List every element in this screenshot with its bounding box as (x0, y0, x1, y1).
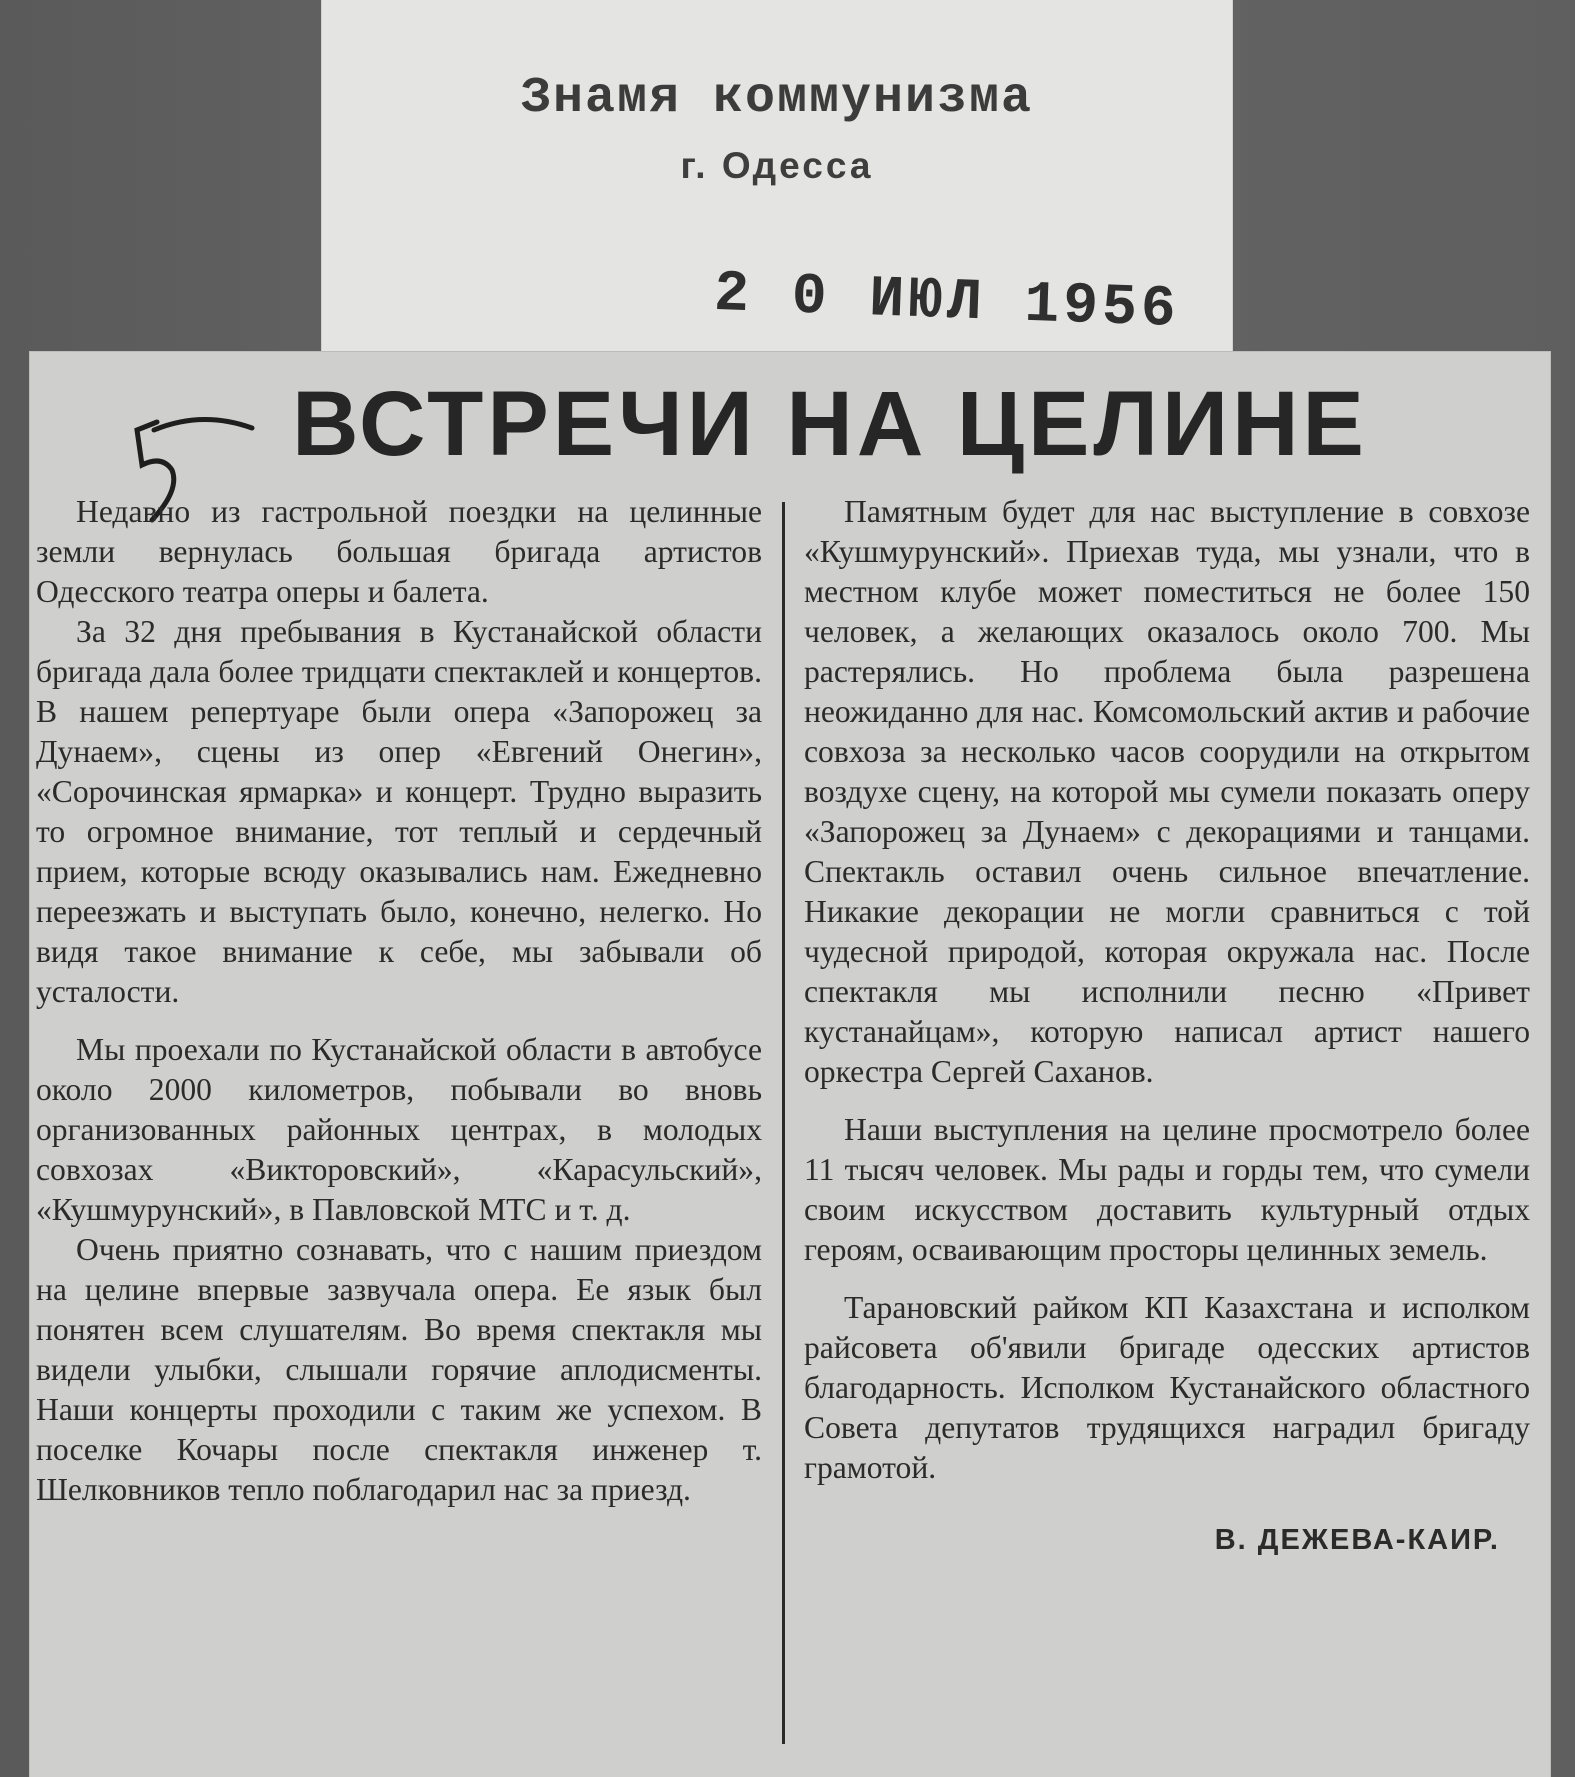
article-column-right (804, 492, 1530, 1560)
paragraph: Недавно из гастрольной поездки на целинные земли вернулась большая бригада артистов Одесского театра оперы и балета. (36, 494, 762, 609)
date-stamp: 2 0 ИЮЛ 1956 (713, 261, 1181, 344)
article-title: ВСТРЕЧИ НА ЦЕЛИНЕ (292, 373, 1368, 475)
paragraph: Очень приятно сознавать, что с нашим приездом на целине впервые зазвучала опера. Ее язык был понятен всем слушателям. Во время спектакля мы видели улыбки, слышали горячие аплодисменты. Наши концерты проходили с таким же успехом. В поселке Кочары после спектакля инженер т. Шелковников тепло поблагодарил нас за приезд. (36, 1232, 762, 1507)
paragraph: Наши выступления на целине просмотрело более 11 тысяч человек. Мы рады и горды тем, что сумели своим искусством доставить культурный отдых героям, осваивающим просторы целинных земель. (804, 1112, 1530, 1267)
article-clipping (30, 352, 1550, 1777)
author-signature: В. ДЕЖЕВА-КАИР. (1214, 1524, 1500, 1556)
paragraph: Мы проехали по Кустанайской области в автобусе около 2000 километров, побывали во вновь организованных районных центрах, в молодых совхозах «Викторовский», «Карасульский», «Кушмурунский», в Павловской МТС и т. д. (36, 1032, 762, 1227)
column-divider (782, 502, 785, 1744)
newspaper-city: г. Одесса (680, 145, 874, 186)
paragraph: За 32 дня пребывания в Кустанайской области бригада дала более тридцати спектаклей и концертов. В нашем репертуаре были опера «Запорожец за Дунаем», сцены из опер «Евгений Онегин», «Сорочинская ярмарка» и концерт. Трудно выразить то огромное внимание, тот теплый и сердечный прием, которые всюду оказывались нам. Ежедневно переезжать и выступать было, конечно, нелегко. Но видя такое внимание к себе, мы забывали об усталости. (36, 614, 762, 1009)
paragraph: Памятным будет для нас выступление в совхозе «Кушмурунский». Приехав туда, мы узнали, что в местном клубе может поместиться не более 150 человек, а желающих оказалось около 700. Мы растерялись. Но проблема была разрешена неожиданно для нас. Комсомольский актив и рабочие совхоза за несколько часов соорудили на открытом воздухе сцену, на которой мы сумели показать оперу «Запорожец за Дунаем» с декорациями и танцами. Спектакль оставил очень сильное впечатление. Никакие декорации не могли сравниться с той чудесной природой, которая окружала нас. После спектакля мы исполнили песню «Привет кустанайцам», которую написал артист нашего оркестра Сергей Саханов. (804, 494, 1530, 1089)
newspaper-label-slip (322, 0, 1232, 380)
article-column-left (36, 492, 762, 1510)
newspaper-name: Знамя коммунизма (520, 70, 1034, 127)
paragraph: Тарановский райком КП Казахстана и исполком райсовета об'явили бригаде одесских артистов благодарность. Исполком Кустанайского областного Совета депутатов трудящихся наградил бригаду грамотой. (804, 1290, 1530, 1485)
